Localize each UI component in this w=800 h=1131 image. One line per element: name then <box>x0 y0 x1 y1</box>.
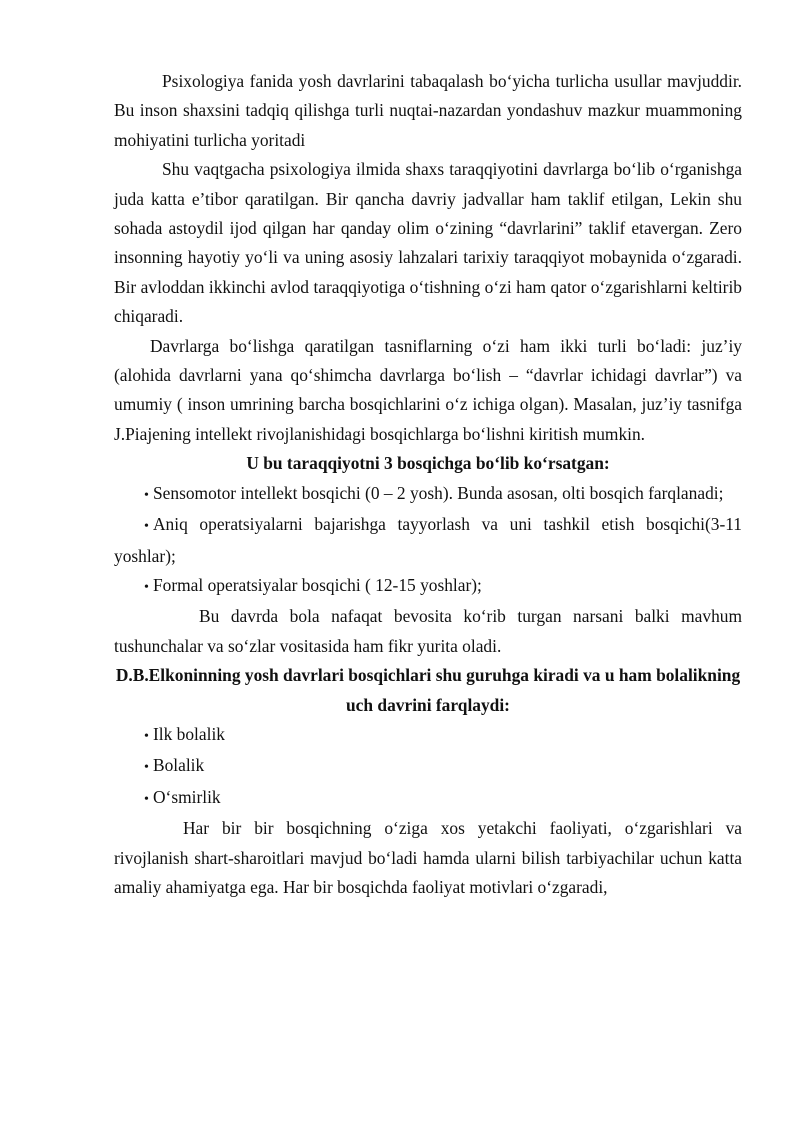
bullet-icon: • <box>144 519 149 535</box>
list-item-text: Sensomotor intellekt bosqichi (0 – 2 yosh). Bunda asosan, olti bosqich farqlanadi; <box>153 482 724 503</box>
bullet-icon: • <box>144 579 149 595</box>
paragraph-classification: Davrlarga bo‘lishga qaratilgan tasniflarning o‘zi ham ikki turli bo‘ladi: juz’iy (alohida davrlarni yana qo‘shimcha davrlarga bo‘lish – “davrlar ichidagi davrlar”) va umumiy ( inson umrining barcha bosqichlarini o‘z ichiga olgan). Masalan, juz’iy tasnifga J.Piajening intellekt rivojlanishidagi bosqichlarga bo‘lishni kiritish mumkin. <box>114 335 742 444</box>
bullet-icon: • <box>144 487 149 503</box>
list-item-text: O‘smirlik <box>153 786 221 807</box>
list-item-sensomotor <box>114 479 742 510</box>
paragraph-stage-activities: Har bir bir bosqichning o‘ziga xos yetakchi faoliyati, o‘zgarishlari va rivojlanish shart-sharoitlari mavjud bo‘ladi hamda ularni bilish tarbiyachilar uchun katta amaliy ahamiyatga ega. Har bir bosqichda faoliyat motivlari o‘zgaradi, <box>114 818 742 897</box>
list-item-adolescence <box>114 783 742 814</box>
list-item-text: Formal operatsiyalar bosqichi ( 12-15 yoshlar); <box>153 574 482 595</box>
list-item-text: Ilk bolalik <box>153 723 225 744</box>
bullet-icon: • <box>144 728 149 744</box>
list-item-text: Bolalik <box>153 755 205 776</box>
list-item-text: Aniq operatsiyalarni bajarishga tayyorlash va uni tashkil etish bosqichi(3-11 yoshlar); <box>114 514 742 566</box>
bullet-icon: • <box>144 760 149 776</box>
list-item-concrete-operations <box>114 510 742 571</box>
document-page <box>114 67 742 902</box>
heading-piaget-stages: U bu taraqqiyotni 3 bosqichga bo‘lib ko‘rsatgan: <box>246 453 610 474</box>
paragraph-abstract-thinking: Bu davrda bola nafaqat bevosita ko‘rib turgan narsani balki mavhum tushunchalar va so‘zlar vositasida ham fikr yurita oladi. <box>114 606 742 656</box>
heading-elkonin-stages: D.B.Elkoninning yosh davrlari bosqichlari shu guruhga kiradi va u ham bolalikning uch davrini farqlaydi: <box>115 665 741 715</box>
list-item-early-childhood <box>114 720 742 751</box>
bullet-icon: • <box>144 791 149 807</box>
list-item-formal-operations <box>114 571 742 602</box>
paragraph-periodization: Shu vaqtgacha psixologiya ilmida shaxs taraqqiyotini davrlarga bo‘lib o‘rganishga juda katta e’tibor qaratilgan. Bir qancha davriy jadvallar ham taklif etilgan, Lekin shu sohada astoydil ijod qilgan har qanday olim o‘zining “davrlarini” taklif etavergan. Zero insonning hayotiy yo‘li va uning asosiy lahzalari tarixiy taraqqiyot mobaynida o‘zgaradi. Bir avloddan ikkinchi avlod taraqqiyotiga o‘tishning o‘zi ham qator o‘zgarishlarni keltirib chiqaradi. <box>114 159 742 327</box>
list-item-childhood <box>114 751 742 782</box>
paragraph-intro: Psixologiya fanida yosh davrlarini tabaqalash bo‘yicha turlicha usullar mavjuddir. Bu inson shaxsini tadqiq qilishga turli nuqtai-nazardan yondashuv mazkur muammoning mohiyatini turlicha yoritadi <box>114 71 742 150</box>
